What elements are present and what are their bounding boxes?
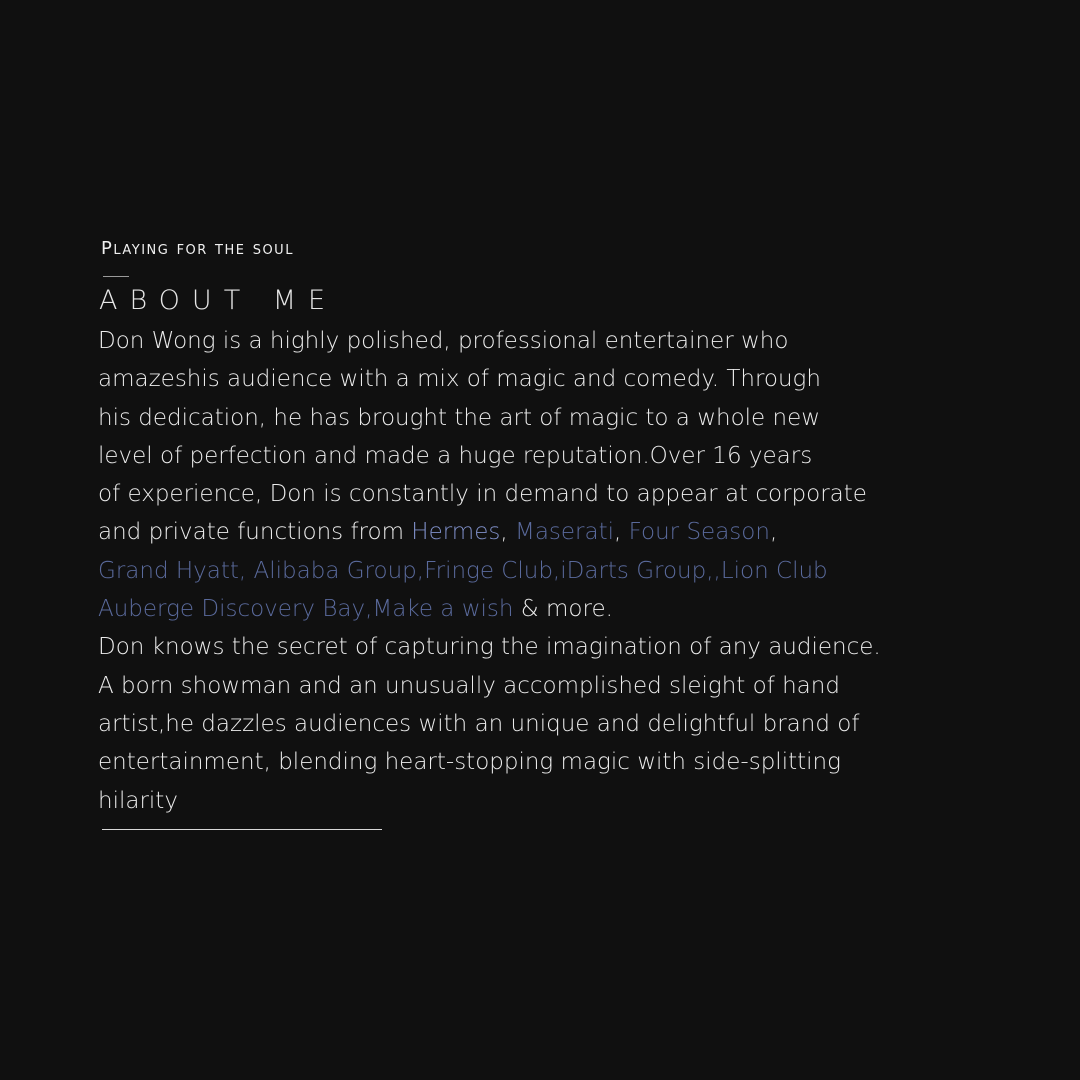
bio-text: & more. [513,596,613,623]
bio-line-clients [98,513,1058,551]
bio-line-clients [98,590,1058,628]
client-link-maserati[interactable]: Maserati [514,519,614,546]
client-link-four-season[interactable]: Four Season [628,519,770,546]
bio-line: Don Wong is a highly polished, professional entertainer who [98,328,789,354]
bio-line: level of perfection and made a huge reputation.Over 16 years [98,442,813,469]
bio-line: A born showman and an unusually accomplished sleight of hand [98,672,840,699]
bio-text: and private functions from [98,519,412,546]
bio-line: entertainment, blending heart-stopping magic with side-splitting [98,749,841,776]
bio-line: Don knows the secret of capturing the imagination of any audience. [98,634,881,661]
bio-line: artist,he dazzles audiences with an unique and delightful brand of [98,710,860,737]
separator: , [769,519,778,546]
bio-line: of experience, Don is constantly in demand to appear at corporate [98,481,867,508]
section-end-divider [102,829,382,830]
client-link-hermes[interactable]: Hermes [411,519,501,546]
bio-paragraph [98,322,1058,820]
bio-line: hilarity [98,787,178,814]
separator: , [500,519,515,546]
eyebrow-divider [103,276,129,277]
client-links-line[interactable]: Grand Hyatt, Alibaba Group,Fringe Club,iDarts Group,,Lion Club [98,557,828,584]
client-links-line[interactable]: Auberge Discovery Bay,Make a wish [98,596,514,623]
bio-line: amazeshis audience with a mix of magic and comedy. Through [98,366,821,393]
bio-line: his dedication, he has brought the art of magic to a whole new [98,404,821,431]
section-title: ABOUT ME [99,285,338,316]
section-eyebrow: Playing for the soul [101,238,294,259]
separator: , [614,519,629,546]
